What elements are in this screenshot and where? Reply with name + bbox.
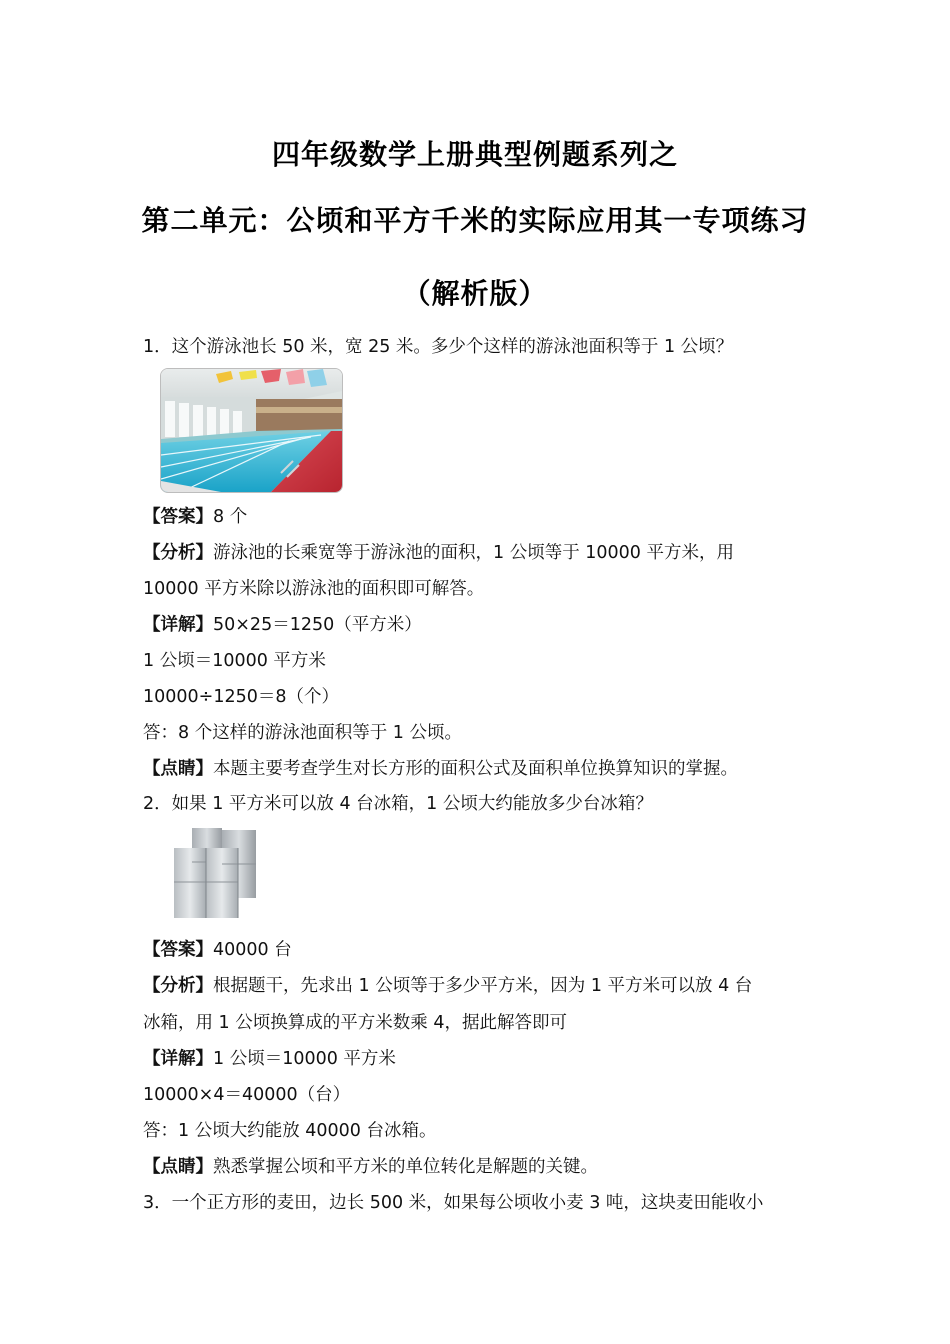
- q2-detail-line-1: [143, 1047, 823, 1071]
- detail-label: 【详解】: [143, 1049, 213, 1069]
- answer-text: 8 个: [213, 507, 248, 527]
- comment-label: 【点睛】: [143, 759, 213, 779]
- analysis-text: 游泳池的长乘宽等于游泳池的面积，1 公顷等于 10000 平方米，用: [213, 543, 734, 563]
- comment-text: 熟悉掌握公顷和平方米的单位转化是解题的关键。: [213, 1157, 598, 1177]
- q1-detail-line-1: [143, 613, 823, 637]
- q1-detail-line-2: 1 公顷＝10000 平方米: [143, 651, 326, 671]
- q2-analysis-line-1: [143, 974, 823, 998]
- q1-comment: [143, 757, 823, 781]
- comment-label: 【点睛】: [143, 1157, 213, 1177]
- question-1-text: 1．这个游泳池长 50 米，宽 25 米。多少个这样的游泳池面积等于 1 公顷？: [143, 337, 734, 357]
- page-subtitle: （解析版）: [402, 277, 548, 310]
- swimming-pool-photo: [160, 368, 343, 493]
- answer-label: 【答案】: [143, 507, 213, 527]
- analysis-label: 【分析】: [143, 976, 213, 996]
- q1-answer: [143, 505, 823, 529]
- detail-text: 1 公顷＝10000 平方米: [213, 1049, 396, 1069]
- q2-answer: [143, 938, 823, 962]
- page-title-line-1: 四年级数学上册典型例题系列之: [271, 138, 678, 171]
- answer-text: 40000 台: [213, 940, 292, 960]
- question-2-text: 2．如果 1 平方米可以放 4 台冰箱，1 公顷大约能放多少台冰箱？: [143, 794, 653, 814]
- answer-label: 【答案】: [143, 940, 213, 960]
- q1-analysis-line-1: [143, 541, 823, 565]
- q2-comment: [143, 1155, 823, 1179]
- q2-detail-line-3: 答：1 公顷大约能放 40000 台冰箱。: [143, 1121, 437, 1141]
- q2-detail-line-2: 10000×4＝40000（台）: [143, 1085, 351, 1105]
- analysis-label: 【分析】: [143, 543, 213, 563]
- detail-label: 【详解】: [143, 615, 213, 635]
- q1-detail-line-4: 答：8 个这样的游泳池面积等于 1 公顷。: [143, 723, 462, 743]
- analysis-text: 根据题干，先求出 1 公顷等于多少平方米，因为 1 平方米可以放 4 台: [213, 976, 753, 996]
- page-title-line-2: 第二单元：公顷和平方千米的实际应用其一专项练习: [141, 204, 809, 237]
- q2-analysis-line-2: 冰箱，用 1 公顷换算成的平方米数乘 4，据此解答即可: [143, 1013, 567, 1033]
- q1-detail-line-3: 10000÷1250＝8（个）: [143, 687, 340, 707]
- comment-text: 本题主要考查学生对长方形的面积公式及面积单位换算知识的掌握。: [213, 759, 738, 779]
- detail-text: 50×25＝1250（平方米）: [213, 615, 422, 635]
- question-3-text: 3．一个正方形的麦田，边长 500 米，如果每公顷收小麦 3 吨，这块麦田能收小: [143, 1193, 764, 1213]
- q1-analysis-line-2: 10000 平方米除以游泳池的面积即可解答。: [143, 579, 485, 599]
- refrigerators-photo: [170, 826, 262, 920]
